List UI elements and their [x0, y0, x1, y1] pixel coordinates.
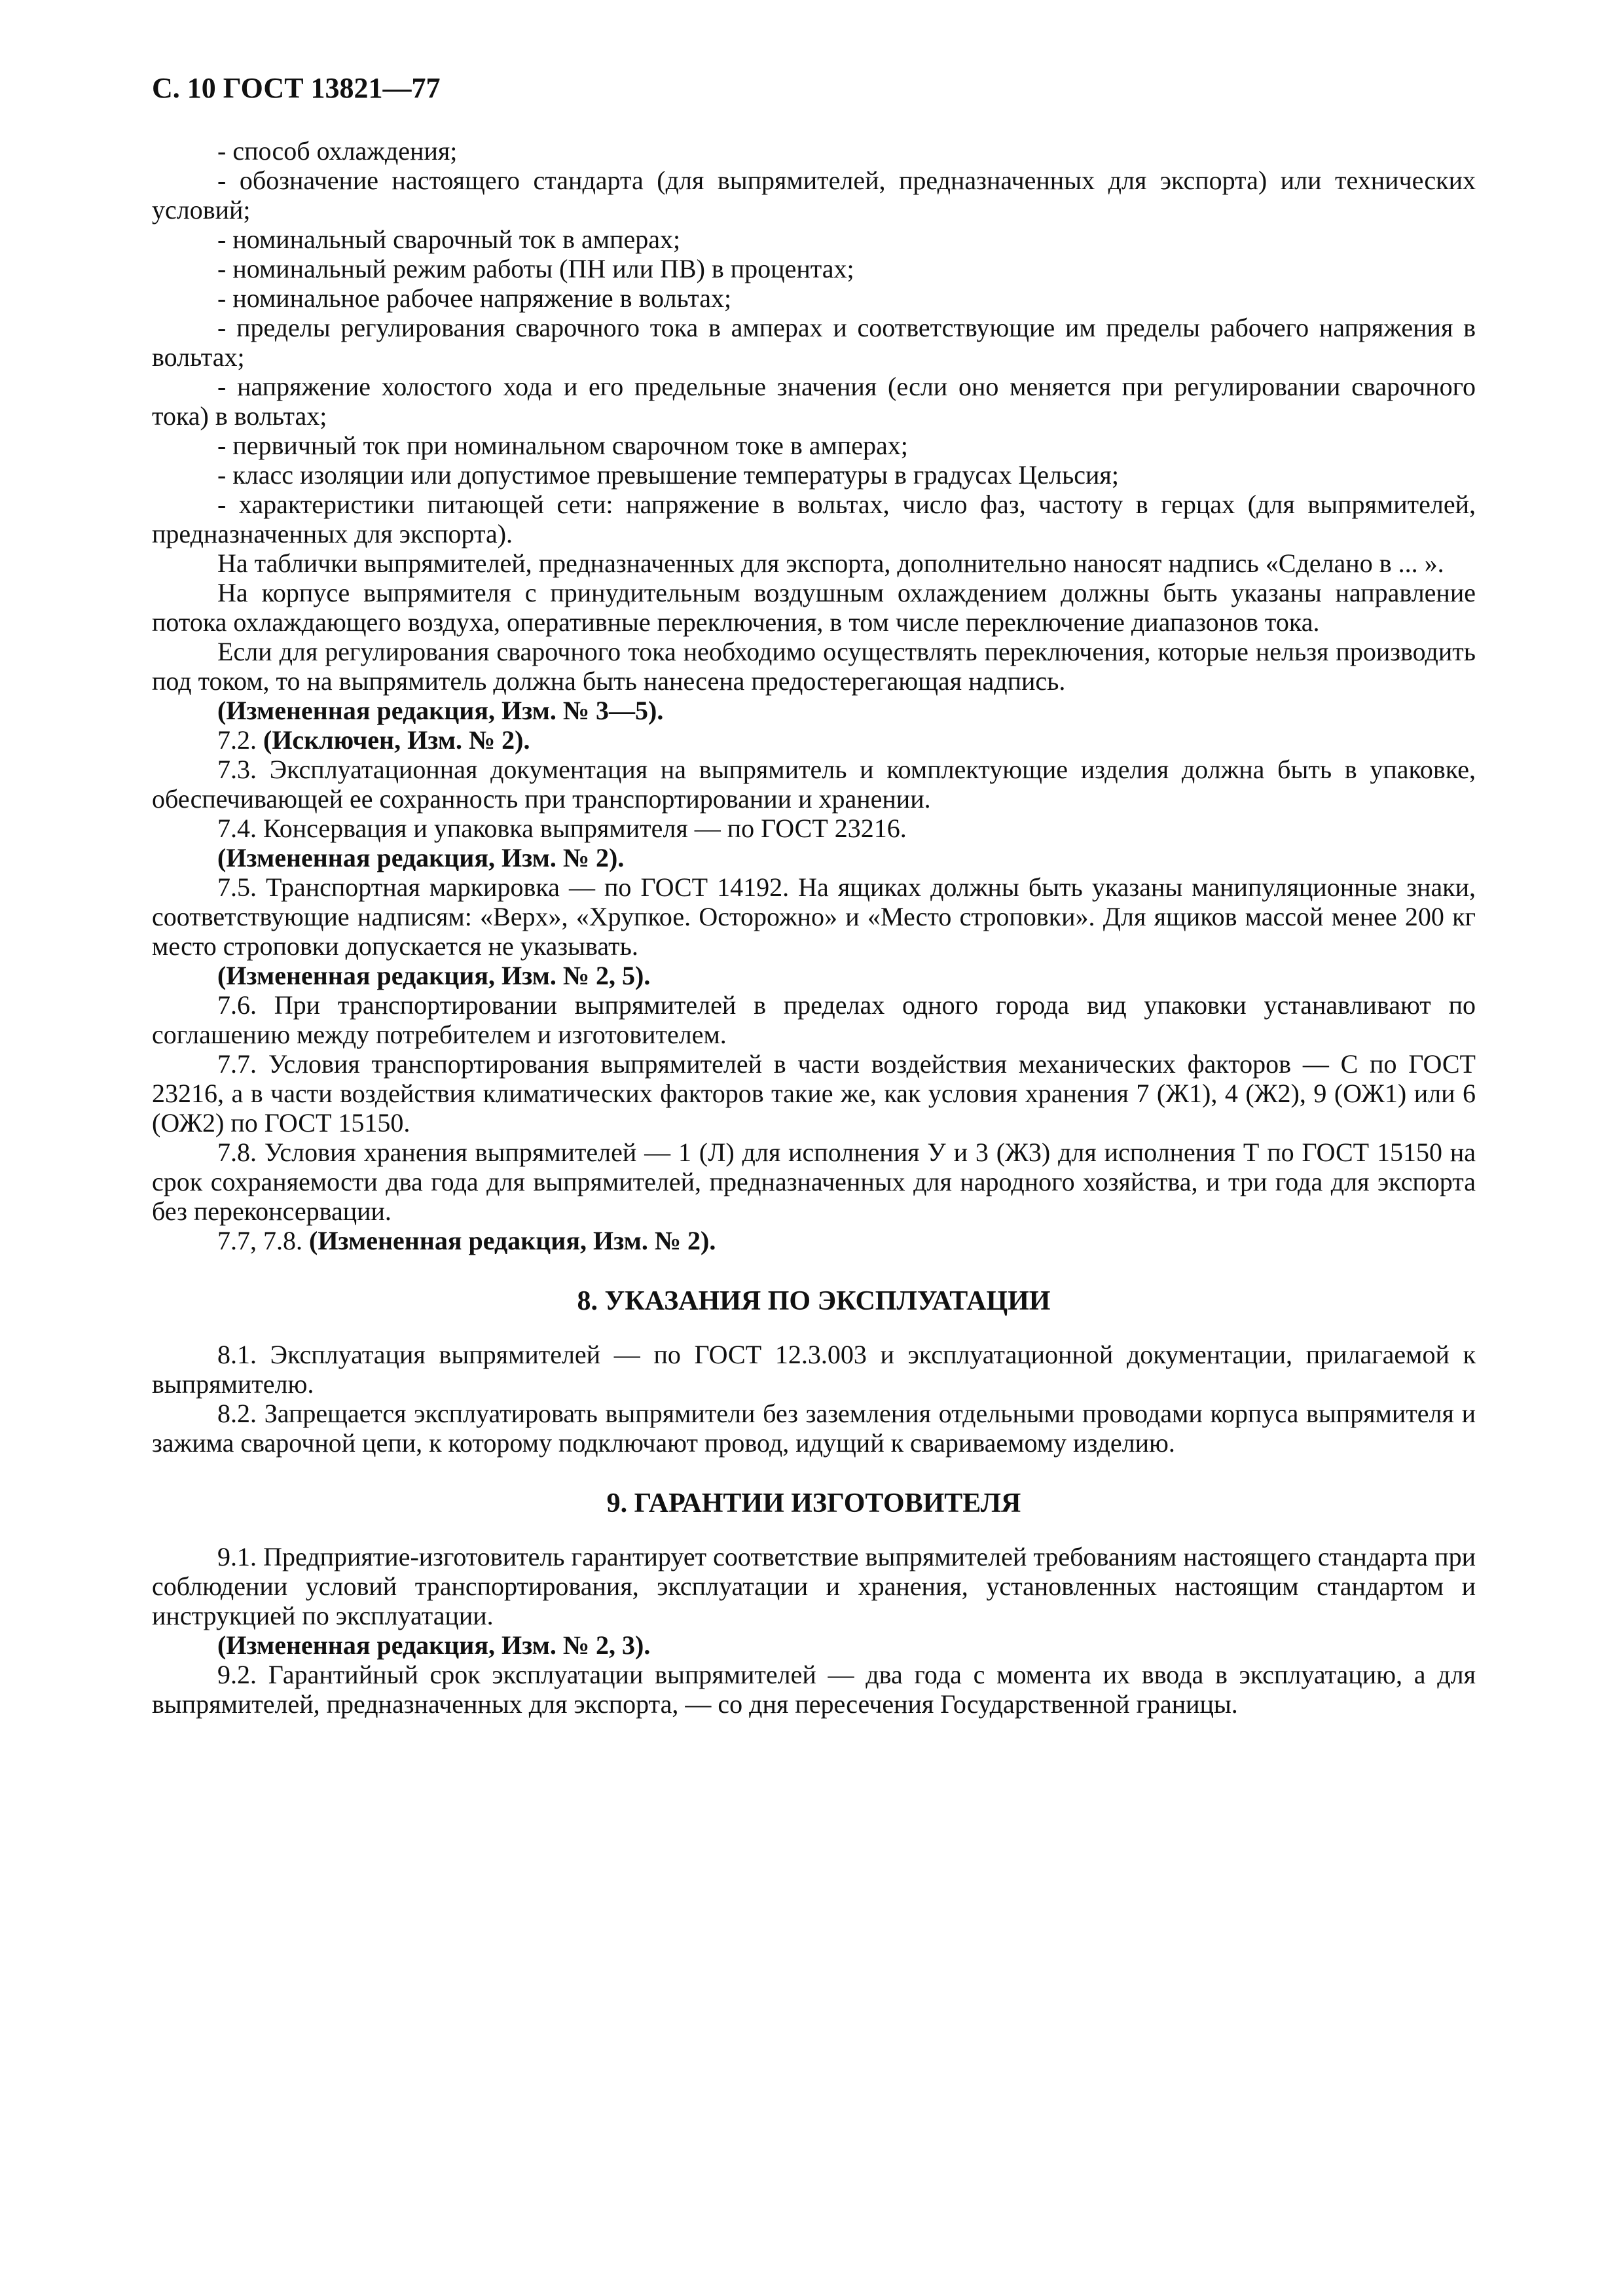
- revision-note: (Измененная редакция, Изм. № 3—5).: [217, 696, 664, 725]
- clause-9-1: 9.1. Предприятие-изготовитель гарантирует соответствие выпрямителей требованиям настоящего стандарта при соблюдении условий транспортирования, эксплуатации и хранения, установленных настоящим стандартом и инструкцией по эксплуатации.: [152, 1542, 1476, 1630]
- paragraph-export-label: На таблички выпрямителей, предназначенных для экспорта, дополнительно наносят надпись «Сделано в ... ».: [217, 548, 1444, 578]
- section-heading-8: 8. УКАЗАНИЯ ПО ЭКСПЛУАТАЦИИ: [577, 1286, 1051, 1316]
- clause-7-3: 7.3. Эксплуатационная документация на выпрямитель и комплектующие изделия должна быть в упаковке, обеспечивающей ее сохранность при транспортировании и хранении.: [152, 755, 1476, 814]
- list-item: - способ охлаждения;: [217, 136, 458, 166]
- clause-7-7: 7.7. Условия транспортирования выпрямителей в части воздействия механических факторов — С по ГОСТ 23216, а в части воздействия климатических факторов такие же, как условия хранения 7 (Ж1), 4 (Ж2), 9 (ОЖ1) или 6 (ОЖ2) по ГОСТ 15150.: [152, 1049, 1476, 1138]
- clause-8-1: 8.1. Эксплуатация выпрямителей — по ГОСТ 12.3.003 и эксплуатационной документации, прилагаемой к выпрямителю.: [152, 1340, 1476, 1399]
- revision-note: (Измененная редакция, Изм. № 2, 3).: [217, 1630, 651, 1660]
- document-body: [152, 136, 1476, 1719]
- clause-7-7-7-8: [152, 1226, 1476, 1255]
- list-item: - номинальный режим работы (ПН или ПВ) в процентах;: [217, 254, 854, 283]
- clause-7-8: 7.8. Условия хранения выпрямителей — 1 (Л) для исполнения У и 3 (Ж3) для исполнения Т по ГОСТ 15150 на срок сохраняемости два года для выпрямителей, предназначенных для народного хозяйства, и три года для экспорта без переконсервации.: [152, 1138, 1476, 1226]
- list-item: - класс изоляции или допустимое превышение температуры в градусах Цельсия;: [217, 460, 1119, 490]
- revision-note: (Измененная редакция, Изм. № 2, 5).: [217, 961, 651, 990]
- clause-text: (Измененная редакция, Изм. № 2).: [309, 1226, 716, 1255]
- list-item: - обозначение настоящего стандарта (для выпрямителей, предназначенных для экспорта) или технических условий;: [152, 166, 1476, 224]
- clause-9-2: 9.2. Гарантийный срок эксплуатации выпрямителей — два года с момента их ввода в эксплуатацию, а для выпрямителей, предназначенных для экспорта, — со дня пересечения Государственной границы.: [152, 1660, 1476, 1719]
- section-heading-9: 9. ГАРАНТИИ ИЗГОТОВИТЕЛЯ: [606, 1488, 1021, 1518]
- clause-number: 7.7, 7.8.: [217, 1226, 302, 1255]
- list-item: - номинальный сварочный ток в амперах;: [217, 224, 681, 254]
- list-item: - напряжение холостого хода и его предельные значения (если оно меняется при регулировании сварочного тока) в вольтах;: [152, 372, 1476, 431]
- list-item: - первичный ток при номинальном сварочном токе в амперах;: [217, 431, 908, 460]
- list-item: - номинальное рабочее напряжение в вольтах;: [217, 283, 732, 313]
- revision-note: (Измененная редакция, Изм. № 2).: [217, 843, 625, 872]
- paragraph-housing: На корпусе выпрямителя с принудительным воздушным охлаждением должны быть указаны направление потока охлаждающего воздуха, оперативные переключения, в том числе переключение диапазонов тока.: [152, 578, 1476, 637]
- clause-number: 7.2.: [217, 725, 257, 755]
- clause-8-2: 8.2. Запрещается эксплуатировать выпрямители без заземления отдельными проводами корпуса выпрямителя и зажима сварочной цепи, к которому подключают провод, идущий к свариваемому изделию.: [152, 1399, 1476, 1458]
- clause-7-2: [152, 725, 1476, 755]
- page-header: С. 10 ГОСТ 13821—77: [152, 72, 441, 104]
- list-item: - пределы регулирования сварочного тока в амперах и соответствующие им пределы рабочего напряжения в вольтах;: [152, 313, 1476, 372]
- clause-text: (Исключен, Изм. № 2).: [263, 725, 530, 755]
- clause-7-4: 7.4. Консервация и упаковка выпрямителя — по ГОСТ 23216.: [217, 814, 907, 843]
- clause-7-6: 7.6. При транспортировании выпрямителей в пределах одного города вид упаковки устанавливают по соглашению между потребителем и изготовителем.: [152, 990, 1476, 1049]
- paragraph-warning: Если для регулирования сварочного тока необходимо осуществлять переключения, которые нельзя производить под током, то на выпрямитель должна быть нанесена предостерегающая надпись.: [152, 637, 1476, 696]
- clause-7-5: 7.5. Транспортная маркировка — по ГОСТ 14192. На ящиках должны быть указаны манипуляционные знаки, соответствующие надписям: «Верх», «Хрупкое. Осторожно» и «Место строповки». Для ящиков массой менее 200 кг место строповки допускается не указывать.: [152, 872, 1476, 961]
- list-item: - характеристики питающей сети: напряжение в вольтах, число фаз, частоту в герцах (для выпрямителей, предназначенных для экспорта).: [152, 490, 1476, 548]
